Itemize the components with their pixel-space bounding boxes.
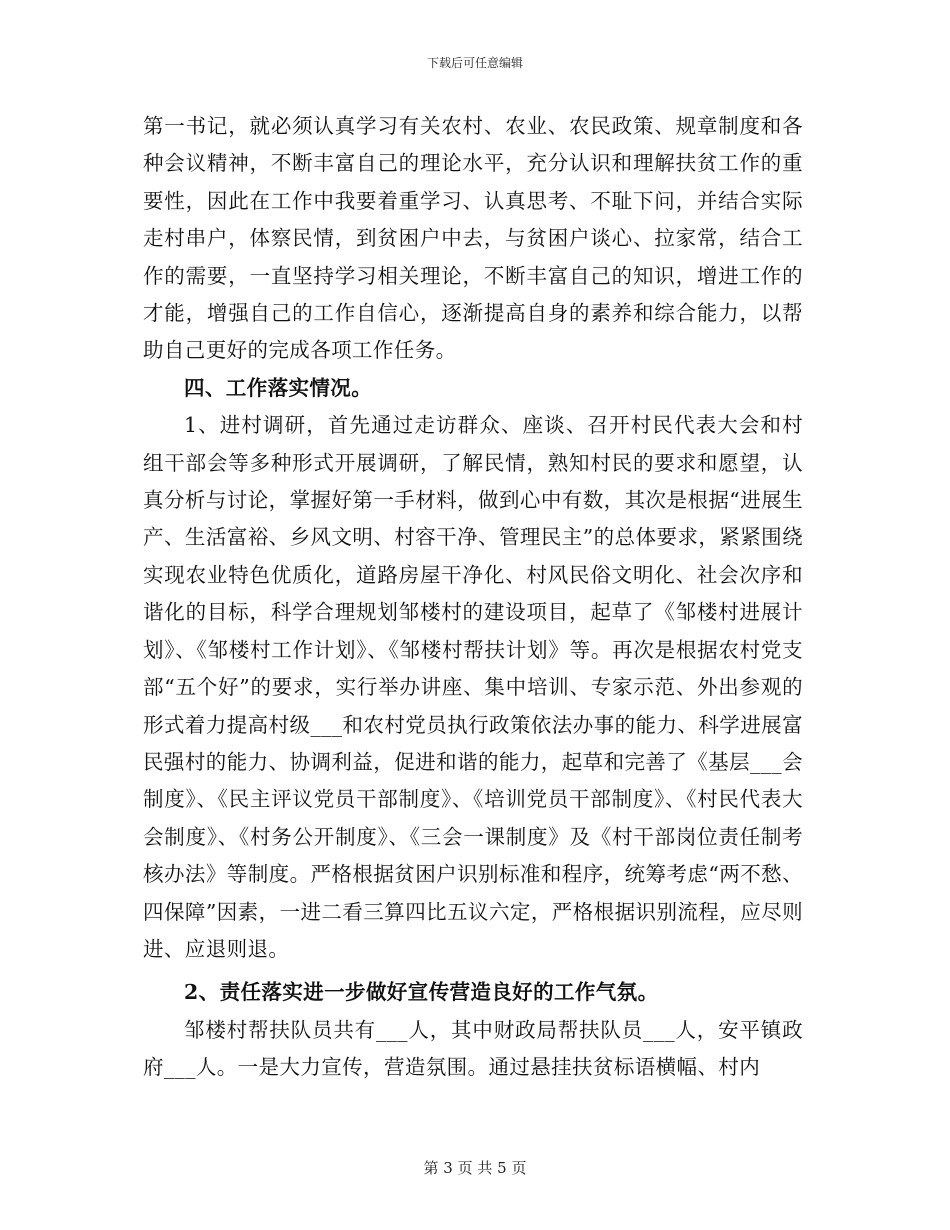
page-footer: 第 3 页 共 5 页 bbox=[423, 1159, 527, 1177]
paragraph-support-team: 邹楼村帮扶队员共有___人，其中财政局帮扶队员___人，安平镇政府___人。一是大力宣传，营造氛围。通过悬挂扶贫标语横幅、村内 bbox=[143, 1017, 803, 1080]
page-header: 下载后可任意编辑 bbox=[426, 56, 523, 70]
paragraph-study: 第一书记，就必须认真学习有关农村、农业、农民政策、规章制度和各种会议精神，不断丰富自己的理论水平，充分认识和理解扶贫工作的重要性，因此在工作中我要着重学习、认真思考、不耻下问，并结合实际走村串户，体察民情，到贫困户中去，与贫困户谈心、拉家常，结合工作的需要，一直坚持学习相关理论，不断丰富自己的知识，增进工作的才能，增强自己的工作自信心，逐渐提高自身的素养和综合能力，以帮助自己更好的完成各项工作任务。 bbox=[143, 114, 803, 363]
document-body bbox=[143, 108, 803, 1087]
section-heading-implementation: 四、工作落实情况。 bbox=[184, 375, 373, 400]
paragraph-village-research: 1、进村调研，首先通过走访群众、座谈、召开村民代表大会和村组干部会等多种形式开展调研，了解民情，熟知村民的要求和愿望，认真分析与讨论，掌握好第一手材料，做到心中有数，其次是根据“进展生产、生活富裕、乡风文明、村容干净、管理民主”的总体要求，紧紧围绕实现农业特色优质化，道路房屋干净化、村风民俗文明化、社会次序和谐化的目标，科学合理规划邹楼村的建设项目，起草了《邹楼村进展计划》、《邹楼村工作计划》、《邹楼村帮扶计划》等。再次是根据农村党支部“五个好”的要求，实行举办讲座、集中培训、专家示范、外出参观的形式着力提高村级___和农村党员执行政策依法办事的能力、科学进展富民强村的能力、协调利益，促进和谐的能力，起草和完善了《基层___会制度》、《民主评议党员干部制度》、《培训党员干部制度》、《村民代表大会制度》、《村务公开制度》、《三会一课制度》及《村干部岗位责任制考核办法》等制度。严格根据贫困户识别标准和程序，统筹考虑“两不愁、四保障”因素，一进二看三算四比五议六定，严格根据识别流程，应尽则进、应退则退。 bbox=[143, 413, 803, 961]
section-heading-responsibility: 2、责任落实进一步做好宣传营造良好的工作气氛。 bbox=[184, 980, 659, 1005]
